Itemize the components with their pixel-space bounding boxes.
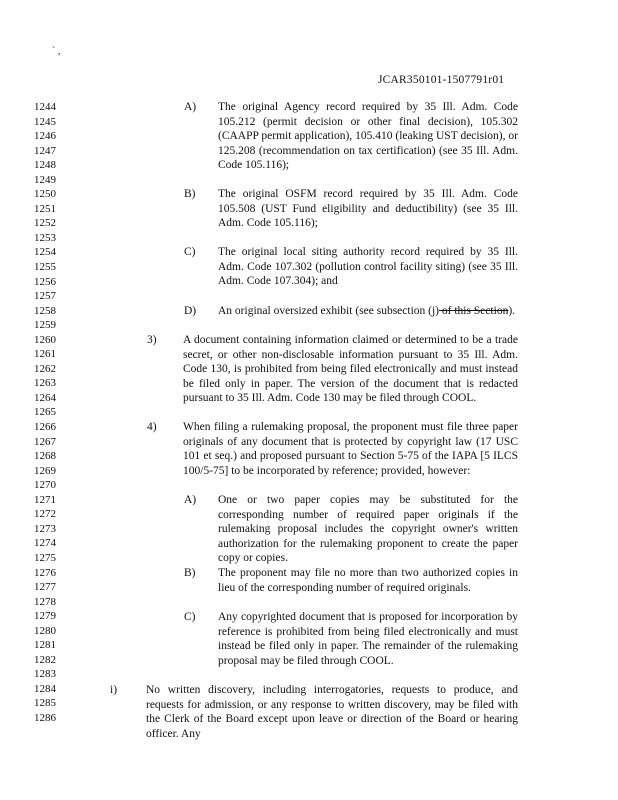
- item-c-marker: C): [184, 246, 196, 258]
- line-number: 1269: [34, 464, 56, 477]
- line-number: 1285: [34, 697, 56, 710]
- line-number: 1252: [34, 217, 56, 230]
- item-c-text: The original local siting authority record required by 35 Ill. Adm. Code 107.302 (pollution control facility siting) (see 35 Ill. Adm. Code 107.304); and: [218, 246, 518, 288]
- paragraph-4-item-a-marker: A): [184, 494, 197, 506]
- document-id: JCAR350101-1507791r01: [378, 74, 505, 86]
- paragraph-3-text: A document containing information claimed or determined to be a trade secret, or other non-disclosable information pursuant to 35 Ill. Adm. Code 130, is prohibited from being filed electronically and must instead be filed only in paper. The version of the document that is redacted pursuant to 35 Ill. Adm. Code 130 may be filed through COOL.: [183, 334, 518, 405]
- line-number: 1284: [34, 682, 56, 695]
- line-number: 1265: [34, 406, 56, 419]
- line-number: 1264: [34, 391, 56, 404]
- line-number: 1270: [34, 479, 56, 492]
- line-number: 1272: [34, 508, 56, 521]
- line-number: 1261: [34, 348, 56, 361]
- subsection-i-text: No written discovery, including interrogatories, requests to produce, and requests for admission, or any response to written discovery, may be filed with the Clerk of the Board except upon leave or direction of the Board or hearing officer. Any: [146, 684, 518, 740]
- item-a-marker: A): [184, 101, 197, 113]
- line-number: 1276: [34, 566, 56, 579]
- line-number: 1250: [34, 188, 56, 201]
- line-number: 1271: [34, 493, 56, 506]
- line-number: 1263: [34, 377, 56, 390]
- line-number: 1257: [34, 290, 56, 303]
- line-number: 1282: [34, 653, 56, 666]
- line-number: 1246: [34, 130, 56, 143]
- line-number: 1251: [34, 202, 56, 215]
- line-number: 1259: [34, 319, 56, 332]
- paragraph-4-item-b-text: The proponent may file no more than two authorized copies in lieu of the corresponding number of required originals.: [218, 567, 518, 594]
- item-b-marker: B): [184, 188, 196, 200]
- item-d-text: [218, 304, 538, 319]
- line-number: 1281: [34, 639, 56, 652]
- line-number: 1255: [34, 261, 56, 274]
- line-number: 1253: [34, 231, 56, 244]
- line-number: 1245: [34, 115, 56, 128]
- line-number: 1283: [34, 668, 56, 681]
- item-d-struck-text: of this Section: [439, 305, 509, 317]
- line-number: 1277: [34, 581, 56, 594]
- line-number: 1258: [34, 304, 56, 317]
- line-number: 1254: [34, 246, 56, 259]
- paragraph-3-marker: 3): [147, 334, 157, 346]
- line-number: 1248: [34, 159, 56, 172]
- line-number: 1280: [34, 624, 56, 637]
- paragraph-4-item-c-text: Any copyrighted document that is proposed for incorporation by reference is prohibited from being filed electronically and must instead be filed only in paper. The remainder of the rulemaking proposal may be filed through COOL.: [218, 611, 518, 667]
- line-number: 1274: [34, 537, 56, 550]
- paragraph-4-text: When filing a rulemaking proposal, the proponent must file three paper originals of any document that is protected by copyright law (17 USC 101 et seq.) and proposed pursuant to Section 5-75 of the IAPA [5 ILCS 100/5-75] to be incorporated by reference; provided, however:: [183, 421, 518, 477]
- line-number: 1267: [34, 435, 56, 448]
- item-a-text: The original Agency record required by 35 Ill. Adm. Code 105.212 (permit decision or other final decision), 105.302 (CAAPP permit application), 105.410 (leaking UST decision), or 125.208 (recommendation on tax certification) (see 35 Ill. Adm. Code 105.116);: [218, 101, 518, 172]
- line-number: 1247: [34, 144, 56, 157]
- item-d-marker: D): [184, 305, 197, 317]
- line-number: 1278: [34, 595, 56, 608]
- paragraph-4-item-a-text: One or two paper copies may be substituted for the corresponding number of required paper originals if the rulemaking proposal includes the copyright owner's written authorization for the rulemaking proponent to create the paper copy or copies.: [218, 494, 518, 565]
- line-number: 1244: [34, 101, 56, 113]
- line-number: 1286: [34, 711, 56, 724]
- line-number: 1268: [34, 450, 56, 463]
- line-number: 1279: [34, 610, 56, 623]
- item-d-text-before: An original oversized exhibit (see subsection (j): [218, 305, 439, 317]
- line-number: 1262: [34, 362, 56, 375]
- paragraph-4-item-c-marker: C): [184, 611, 196, 623]
- subsection-i-marker: i): [110, 684, 118, 696]
- line-number: 1256: [34, 275, 56, 288]
- line-number: 1273: [34, 522, 56, 535]
- corner-mark: ` ,: [52, 46, 61, 57]
- paragraph-4-item-b-marker: B): [184, 567, 196, 579]
- line-number: 1275: [34, 551, 56, 564]
- paragraph-4-marker: 4): [147, 421, 157, 433]
- line-numbers: [34, 100, 64, 726]
- item-d-text-after: ).: [508, 305, 516, 317]
- line-number: 1260: [34, 333, 56, 346]
- item-b-text: The original OSFM record required by 35 Ill. Adm. Code 105.508 (UST Fund eligibility and deductibility) (see 35 Ill. Adm. Code 105.116);: [218, 188, 518, 230]
- line-number: 1249: [34, 173, 56, 186]
- line-number: 1266: [34, 421, 56, 434]
